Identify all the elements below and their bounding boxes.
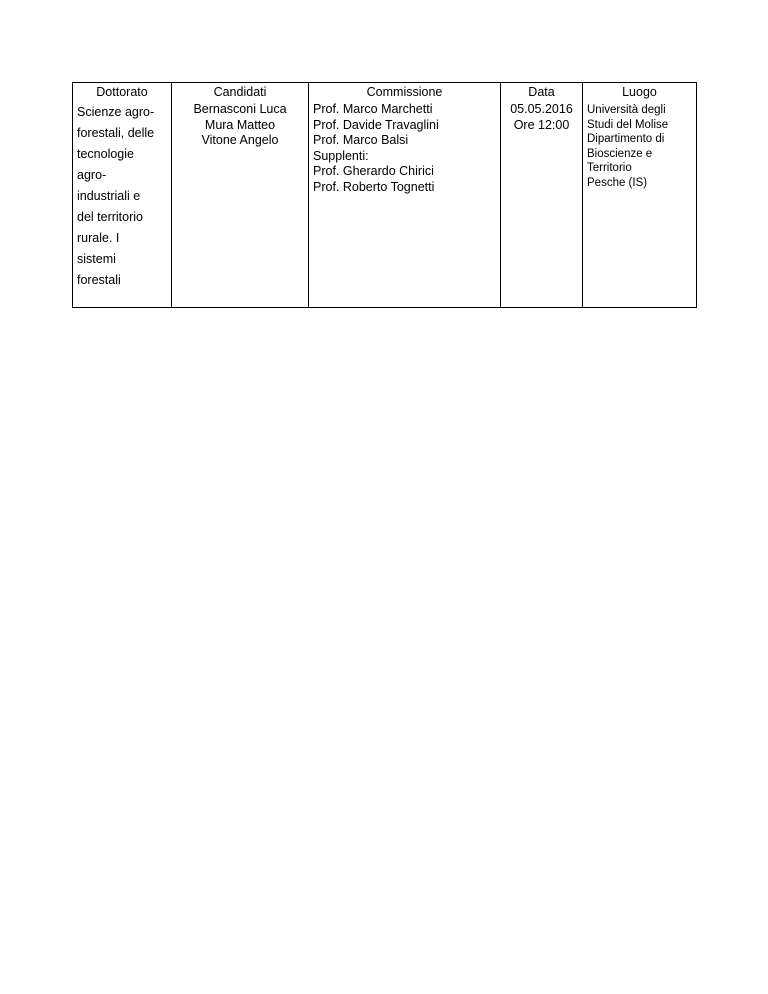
cell-data: [501, 102, 583, 308]
dottorato-line: del territorio: [77, 210, 143, 224]
commission-member: Prof. Marco Marchetti: [313, 102, 433, 116]
cell-dottorato: [73, 102, 172, 308]
dottorato-line: forestali, delle: [77, 126, 155, 140]
luogo-line: Bioscienze e: [587, 147, 653, 160]
luogo-line: Dipartimento di: [587, 133, 665, 145]
header-luogo: Luogo: [583, 83, 697, 103]
exam-time: Ore 12:00: [513, 117, 570, 132]
commission-member: Prof. Davide Travaglini: [313, 117, 439, 132]
cell-commissione: [309, 102, 501, 308]
candidate-name: Mura Matteo: [204, 117, 276, 132]
header-data: Data: [501, 83, 583, 103]
dottorato-line: forestali: [77, 273, 121, 287]
dottorato-line: sistemi: [77, 252, 116, 266]
header-candidati: Candidati: [172, 83, 309, 103]
dottorato-line: Scienze agro-: [77, 105, 155, 119]
commission-member: Prof. Marco Balsi: [313, 133, 409, 147]
dottorato-line: agro-: [77, 168, 107, 182]
table-header-row: [73, 83, 697, 103]
exam-schedule-table: [72, 82, 697, 308]
exam-date: 05.05.2016: [510, 102, 573, 116]
cell-candidati: [172, 102, 309, 308]
dottorato-line: rurale. I: [77, 231, 120, 245]
header-commissione: Commissione: [309, 83, 501, 103]
table-row: [73, 102, 697, 308]
luogo-line: Territorio: [587, 162, 632, 174]
commission-member: Prof. Gherardo Chirici: [313, 164, 434, 178]
cell-luogo: [583, 102, 697, 308]
candidate-name: Vitone Angelo: [201, 133, 279, 147]
dottorato-line: industriali e: [77, 189, 141, 203]
dottorato-line: tecnologie: [77, 147, 134, 161]
candidate-name: Bernasconi Luca: [193, 102, 287, 116]
luogo-line: Studi del Molise: [587, 118, 669, 131]
commission-supplenti-label: Supplenti:: [313, 148, 369, 163]
luogo-line: Pesche (IS): [587, 176, 648, 189]
commission-member: Prof. Roberto Tognetti: [313, 179, 435, 194]
luogo-line: Università degli: [587, 104, 666, 116]
header-dottorato: Dottorato: [73, 83, 172, 103]
